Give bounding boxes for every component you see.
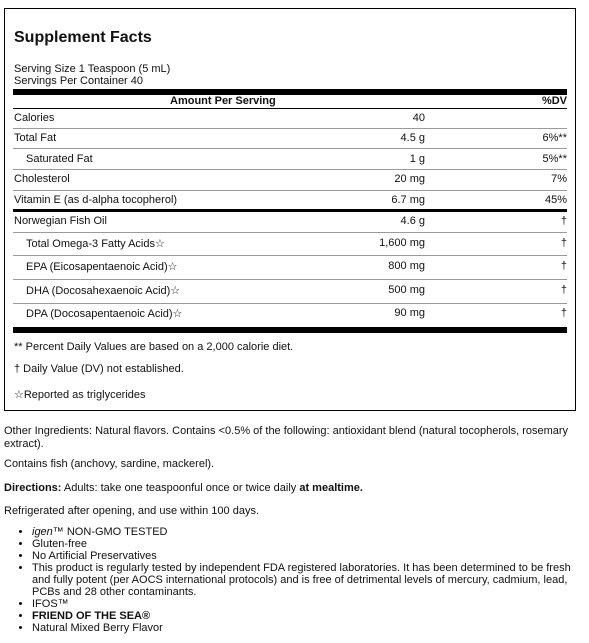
row-divider bbox=[13, 128, 567, 129]
directions-label: Directions: bbox=[4, 482, 62, 494]
amount-per-serving-header: Amount Per Serving bbox=[170, 95, 276, 107]
supplement-facts-panel bbox=[4, 8, 576, 411]
facts-row-dpa bbox=[13, 307, 567, 327]
nutrient-name: DPA (Docosapentaenoic Acid)☆ bbox=[26, 308, 183, 320]
footnote-triglycerides: ☆Reported as triglycerides bbox=[14, 389, 146, 401]
row-divider bbox=[13, 169, 567, 170]
header-rule bbox=[13, 108, 567, 109]
nutrient-amount: 1 g bbox=[409, 153, 425, 165]
nutrient-dv: † bbox=[560, 307, 567, 319]
nutrient-name: Vitamin E (as d-alpha tocopherol) bbox=[14, 194, 178, 206]
facts-row-epa bbox=[13, 260, 567, 280]
claim-gluten-free: • Gluten-free bbox=[32, 538, 579, 550]
thick-rule-top bbox=[13, 89, 567, 95]
nutrient-dv: 5%** bbox=[542, 153, 567, 165]
nutrient-amount: 4.5 g bbox=[400, 132, 425, 144]
facts-row-total-fat bbox=[13, 132, 567, 152]
row-divider bbox=[13, 148, 567, 149]
nutrient-name: Cholesterol bbox=[14, 173, 70, 185]
facts-row-calories bbox=[13, 112, 567, 132]
nutrient-dv: † bbox=[560, 215, 567, 227]
nutrient-name: EPA (Eicosapentaenoic Acid)☆ bbox=[26, 261, 178, 273]
nutrient-amount: 20 mg bbox=[394, 173, 425, 185]
row-divider bbox=[13, 255, 567, 256]
thick-rule-middle bbox=[13, 209, 567, 212]
claim-non-gmo bbox=[32, 526, 579, 538]
facts-row-saturated-fat bbox=[13, 153, 567, 173]
claim-friend-of-the-sea bbox=[32, 610, 579, 622]
nutrient-amount: 40 bbox=[412, 112, 425, 124]
nutrient-dv: † bbox=[560, 237, 567, 249]
nutrient-amount: 6.7 mg bbox=[391, 194, 425, 206]
nutrient-dv: 7% bbox=[551, 173, 567, 185]
footnote-percent-dv: ** Percent Daily Values are based on a 2,000 calorie diet. bbox=[14, 341, 294, 353]
footnote-dv-not-established: † Daily Value (DV) not established. bbox=[14, 363, 184, 375]
claim-lab-tested: • This product is regularly tested by independent FDA registered laboratories. It has been determined to be fresh and fully potent (per AOCS international protocols) and is free of detrimental levels of mercury, cadmium, lead, PCBs and 28 other contaminants. bbox=[32, 562, 579, 598]
thick-rule-bottom bbox=[13, 327, 567, 333]
directions-text: Adults: take one teaspoonful once or twice daily bbox=[61, 482, 300, 494]
servings-per-container: Servings Per Container 40 bbox=[14, 75, 144, 87]
claim-no-preservatives: • No Artificial Preservatives bbox=[32, 550, 579, 562]
claim-ifos: • IFOS™ bbox=[32, 598, 579, 610]
nutrient-amount: 90 mg bbox=[394, 307, 425, 319]
facts-title: Supplement Facts bbox=[14, 29, 152, 46]
nutrient-amount: 500 mg bbox=[388, 284, 425, 296]
nutrient-amount: 1,600 mg bbox=[379, 237, 425, 249]
nutrient-name: Total Omega-3 Fatty Acids☆ bbox=[26, 238, 165, 250]
friend-of-the-sea-text: FRIEND OF THE SEA® bbox=[32, 610, 151, 622]
nutrient-dv: † bbox=[560, 260, 567, 272]
nutrient-name: Saturated Fat bbox=[26, 153, 93, 165]
facts-row-omega-3 bbox=[13, 237, 567, 257]
serving-size: Serving Size 1 Teaspoon (5 mL) bbox=[14, 63, 171, 75]
igen-mark: igen bbox=[32, 526, 53, 538]
other-ingredients: Other Ingredients: Natural flavors. Contains <0.5% of the following: antioxidant blend (natural tocopherols, rosemary extract). bbox=[4, 425, 569, 450]
directions bbox=[4, 482, 579, 495]
product-claims-list bbox=[4, 526, 579, 634]
nutrient-name: Total Fat bbox=[14, 132, 57, 144]
row-divider bbox=[13, 232, 567, 233]
nutrient-dv: † bbox=[560, 284, 567, 296]
nutrient-name: DHA (Docosahexaenoic Acid)☆ bbox=[26, 285, 181, 297]
row-divider bbox=[13, 190, 567, 191]
facts-row-dha bbox=[13, 284, 567, 304]
nutrient-dv: 6%** bbox=[542, 132, 567, 144]
nutrient-name: Norwegian Fish Oil bbox=[14, 215, 107, 227]
row-divider bbox=[13, 279, 567, 280]
nutrient-dv: 45% bbox=[544, 194, 567, 206]
storage-instructions: Refrigerated after opening, and use within 100 days. bbox=[4, 505, 259, 517]
row-divider bbox=[13, 303, 567, 304]
daily-value-header: %DV bbox=[541, 95, 567, 107]
non-gmo-text: ™ NON-GMO TESTED bbox=[52, 526, 168, 538]
nutrient-amount: 800 mg bbox=[388, 260, 425, 272]
allergen-statement: Contains fish (anchovy, sardine, mackerel). bbox=[4, 458, 215, 470]
nutrient-amount: 4.6 g bbox=[400, 215, 425, 227]
directions-emphasis: at mealtime. bbox=[299, 482, 363, 494]
claim-flavor: • Natural Mixed Berry Flavor bbox=[32, 622, 579, 634]
nutrient-name: Calories bbox=[14, 112, 55, 124]
